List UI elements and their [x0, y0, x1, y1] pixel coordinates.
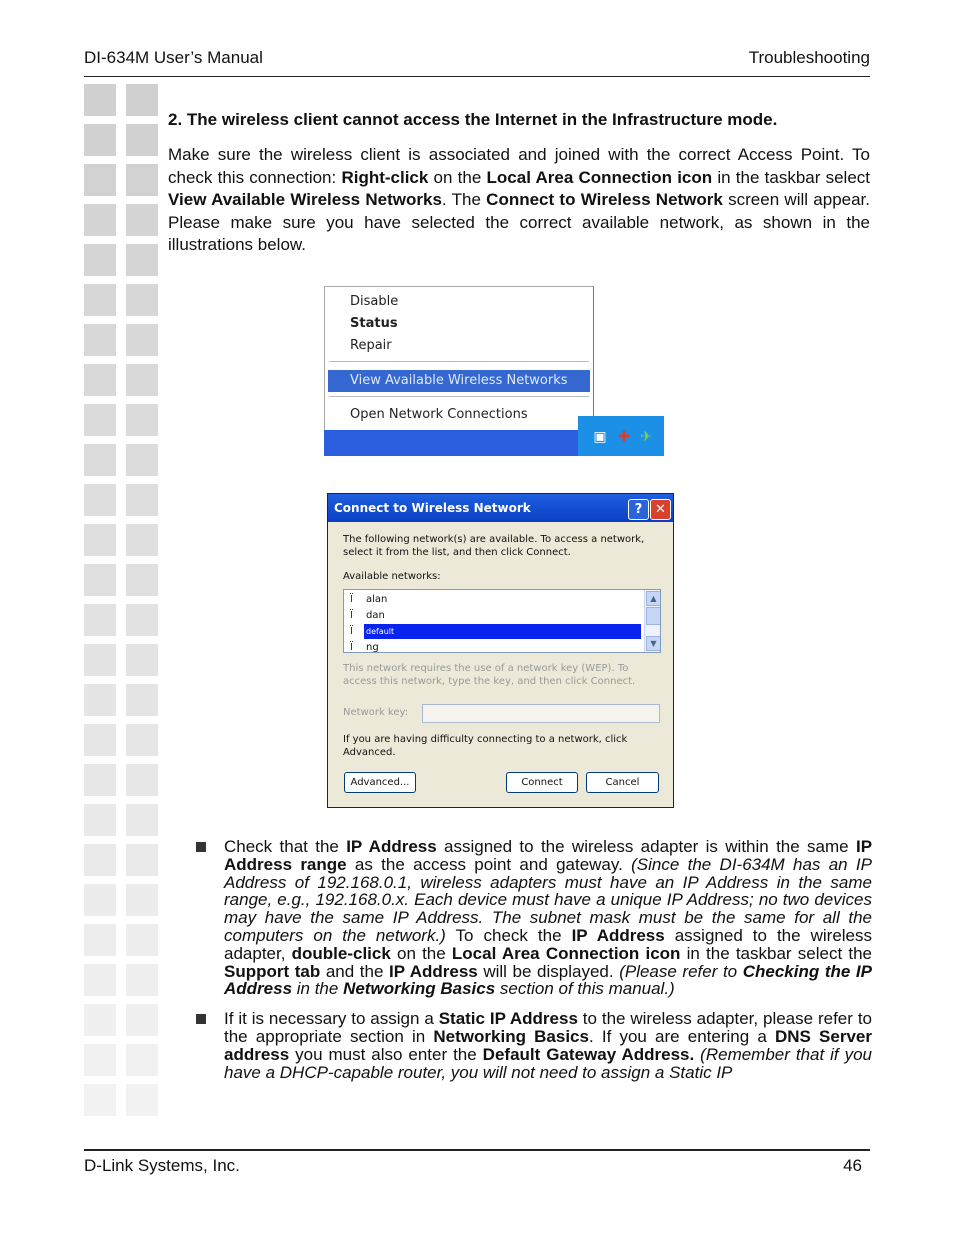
network-list-item-selected[interactable]: Ï default	[344, 624, 642, 639]
decorative-square	[84, 844, 116, 876]
taskbar	[324, 430, 578, 456]
decorative-square	[84, 444, 116, 476]
decorative-square	[84, 404, 116, 436]
network-connection-icon[interactable]: ▣	[593, 428, 607, 444]
decorative-square	[126, 364, 158, 396]
footer-company: D-Link Systems, Inc.	[84, 1156, 240, 1175]
menu-item-disable[interactable]: Disable	[350, 294, 399, 309]
decorative-square	[84, 284, 116, 316]
decorative-square-column	[84, 84, 160, 1148]
decorative-square	[126, 604, 158, 636]
decorative-square	[84, 604, 116, 636]
decorative-square	[84, 324, 116, 356]
advanced-button[interactable]: Advanced...	[344, 772, 416, 793]
dialog-title: Connect to Wireless Network	[334, 501, 531, 515]
decorative-square	[126, 124, 158, 156]
decorative-square	[84, 364, 116, 396]
network-list-item[interactable]: Ï dan	[350, 610, 385, 621]
close-button[interactable]: ✕	[650, 499, 671, 520]
decorative-square	[126, 404, 158, 436]
decorative-square	[84, 244, 116, 276]
wireless-network-icon: Ï	[350, 610, 353, 621]
decorative-square	[126, 924, 158, 956]
decorative-square	[126, 84, 158, 116]
decorative-square	[126, 1084, 158, 1116]
decorative-square	[84, 1044, 116, 1076]
wireless-network-icon: Ï	[350, 642, 353, 653]
menu-item-view-networks-highlight[interactable]	[328, 370, 590, 392]
decorative-square	[126, 164, 158, 196]
decorative-square	[126, 1004, 158, 1036]
network-key-label: Network key:	[343, 707, 409, 718]
section-heading: 2. The wireless client cannot access the Internet in the Infrastructure mode.	[168, 110, 778, 129]
dialog-titlebar	[328, 494, 673, 522]
network-list-scrollbar[interactable]	[644, 590, 660, 652]
system-tray	[578, 416, 664, 456]
decorative-square	[126, 244, 158, 276]
bullet-square-icon	[196, 842, 206, 852]
security-alert-icon[interactable]: ✚	[618, 428, 630, 444]
decorative-square	[126, 204, 158, 236]
wireless-network-icon: Ï	[350, 594, 353, 605]
decorative-square	[126, 284, 158, 316]
context-menu	[324, 286, 594, 432]
network-list[interactable]	[343, 589, 661, 653]
scroll-down-arrow-icon[interactable]: ▼	[646, 636, 661, 651]
bullet-static-ip: If it is necessary to assign a Static IP Address to the wireless adapter, please refer to the appropriate section in Networking Basics. If you are entering a DNS Server address you must also enter the Default Gateway Address. (Remember that if you have a DHCP-capable router, you will not need to assign a Static IP	[196, 1010, 872, 1081]
decorative-square	[84, 564, 116, 596]
decorative-square	[84, 524, 116, 556]
decorative-square	[84, 724, 116, 756]
bullet-ip-address: Check that the IP Address assigned to the wireless adapter is within the same IP Address range as the access point and gateway. (Since the DI-634M has an IP Address of 192.168.0.1, wireless adapters must have an IP Address in the same range, e.g., 192.168.0.x. Each device must have a unique IP Address; no two devices may have the same IP Address. The subnet mask must be the same for all the computers on the network.) To check the IP Address assigned to the wireless adapter, double-click on the Local Area Connection icon in the taskbar select the Support tab and the IP Address will be displayed. (Please refer to Checking the IP Address in the Networking Basics section of this manual.)	[196, 838, 872, 998]
scroll-thumb[interactable]	[646, 607, 661, 625]
bullet-list	[196, 838, 872, 1093]
decorative-square	[84, 484, 116, 516]
header-rule	[84, 76, 870, 77]
menu-separator	[329, 361, 589, 362]
wep-note: This network requires the use of a network key (WEP). To access this network, type the key, and then click Connect.	[343, 663, 636, 687]
decorative-square	[84, 124, 116, 156]
available-networks-label: Available networks:	[343, 571, 441, 582]
advanced-note: If you are having difficulty connecting to a network, click Advanced.	[343, 734, 628, 758]
decorative-square	[126, 844, 158, 876]
scroll-up-arrow-icon[interactable]: ▲	[646, 591, 661, 606]
decorative-square	[126, 564, 158, 596]
menu-item-repair[interactable]: Repair	[350, 338, 392, 353]
decorative-square	[126, 804, 158, 836]
cancel-button[interactable]: Cancel	[586, 772, 659, 793]
decorative-square	[84, 204, 116, 236]
decorative-square	[84, 964, 116, 996]
network-list-item[interactable]: Ï alan	[350, 594, 388, 605]
dialog-intro-text: The following network(s) are available. To access a network, select it from the list, and then click Connect.	[343, 534, 645, 558]
connect-wireless-dialog	[327, 493, 674, 808]
decorative-square	[84, 764, 116, 796]
decorative-square	[84, 924, 116, 956]
menu-item-open-connections[interactable]: Open Network Connections	[350, 407, 528, 422]
decorative-square	[126, 884, 158, 916]
wireless-network-icon: Ï	[350, 626, 353, 637]
menu-separator	[329, 396, 589, 397]
decorative-square	[126, 324, 158, 356]
decorative-square	[126, 524, 158, 556]
context-menu-screenshot	[324, 286, 664, 456]
connect-button[interactable]: Connect	[506, 772, 578, 793]
decorative-square	[126, 764, 158, 796]
decorative-square	[84, 1004, 116, 1036]
page-number: 46	[843, 1156, 862, 1175]
decorative-square	[126, 484, 158, 516]
footer-rule	[84, 1149, 870, 1151]
decorative-square	[84, 684, 116, 716]
decorative-square	[126, 684, 158, 716]
decorative-square	[84, 884, 116, 916]
decorative-square	[84, 804, 116, 836]
intro-paragraph: Make sure the wireless client is associated and joined with the correct Access Point. To check this connection: Right-click on the Local Area Connection icon in the taskbar select View Available Wireless Networks. The Connect to Wireless Network screen will appear. Please make sure you have selected the correct available network, as shown in the illustrations below.	[168, 145, 871, 254]
chapter-title: Troubleshooting	[748, 48, 870, 67]
network-list-item[interactable]: Ï ng	[350, 642, 379, 653]
decorative-square	[126, 1044, 158, 1076]
wireless-connection-icon[interactable]: ✈	[640, 428, 652, 444]
menu-item-status[interactable]: Status	[350, 316, 398, 331]
decorative-square	[84, 644, 116, 676]
bullet-square-icon	[196, 1014, 206, 1024]
decorative-square	[126, 644, 158, 676]
decorative-square	[84, 84, 116, 116]
network-key-field[interactable]	[422, 704, 660, 723]
decorative-square	[126, 724, 158, 756]
menu-item-view-networks[interactable]: View Available Wireless Networks	[350, 373, 568, 388]
decorative-square	[84, 164, 116, 196]
decorative-square	[84, 1084, 116, 1116]
decorative-square	[126, 444, 158, 476]
decorative-square	[126, 964, 158, 996]
help-button[interactable]: ?	[628, 499, 649, 520]
manual-title: DI-634M User’s Manual	[84, 48, 263, 67]
